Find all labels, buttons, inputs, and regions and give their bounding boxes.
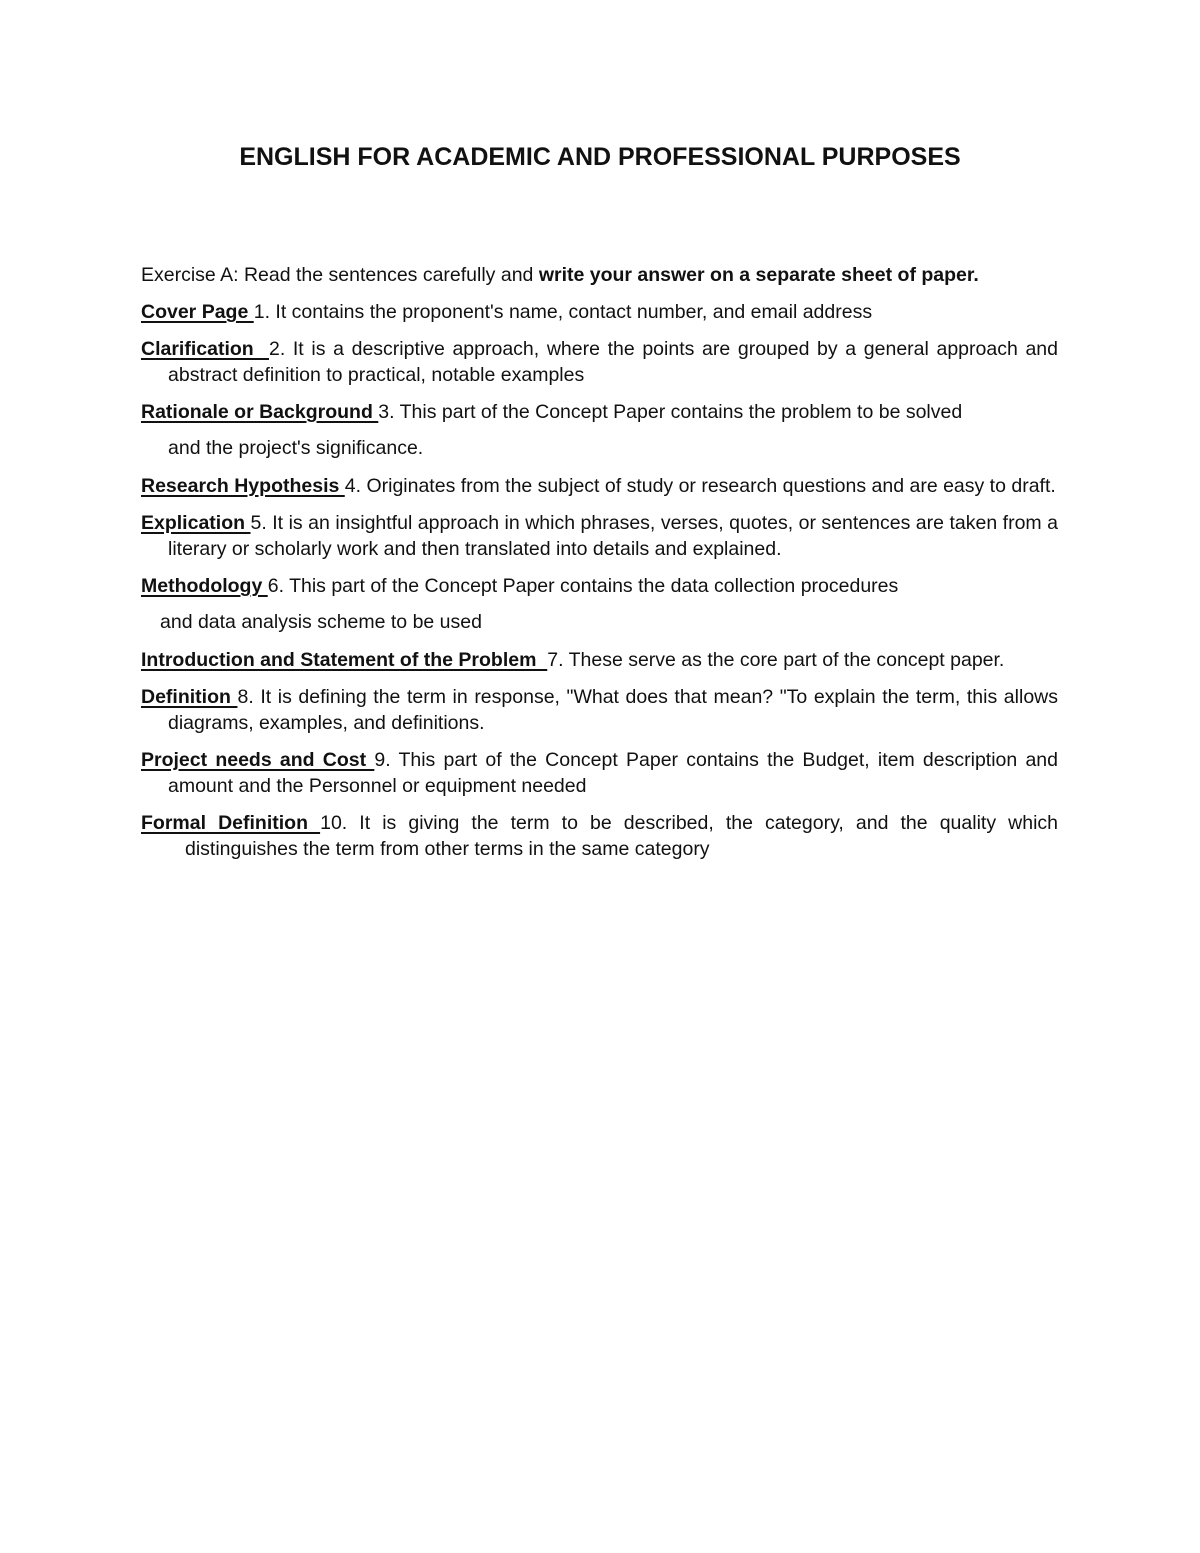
exercise-item-4 — [141, 473, 1058, 499]
exercise-item-8 — [141, 684, 1058, 736]
exercise-item-9 — [141, 747, 1058, 799]
item-text-1: 1. It contains the proponent's name, contact number, and email address — [253, 301, 873, 323]
answer-term-10: Formal Definition — [141, 812, 321, 834]
instructions-text: Exercise A: Read the sentences carefully and — [141, 264, 539, 286]
exercise-item-5 — [141, 510, 1058, 562]
item-6-continuation: and data analysis scheme to be used — [160, 611, 482, 633]
item-3-continuation: and the project's significance. — [168, 437, 424, 459]
exercise-item-3 — [141, 399, 1058, 425]
instructions-bold-text: write your answer on a separate sheet of paper. — [538, 264, 979, 286]
exercise-content — [141, 262, 1058, 873]
exercise-item-1 — [141, 299, 1058, 325]
document-title: ENGLISH FOR ACADEMIC AND PROFESSIONAL PURPOSES — [239, 143, 961, 171]
answer-term-6: Methodology — [141, 575, 268, 597]
exercise-item-7 — [141, 647, 1058, 673]
answer-term-2: Clarification — [141, 338, 269, 360]
item-text-9: 9. This part of the Concept Paper contains the Budget, item description and amount and the Personnel or equipment needed — [168, 749, 1058, 797]
answer-term-7: Introduction and Statement of the Problem — [141, 649, 548, 671]
item-text-4: 4. Originates from the subject of study or research questions and are easy to draft. — [344, 475, 1056, 497]
item-text-10: 10. It is giving the term to be described, the category, and the quality which distinguishes the term from other terms in the same category — [185, 812, 1059, 860]
item-text-3: 3. This part of the Concept Paper contains the problem to be solved — [378, 401, 963, 423]
exercise-item-6 — [141, 573, 1058, 599]
exercise-item-10 — [141, 810, 1058, 862]
item-text-7: 7. These serve as the core part of the concept paper. — [547, 649, 1005, 671]
item-text-8: 8. It is defining the term in response, "What does that mean? "To explain the term, this allows diagrams, examples, and definitions. — [168, 686, 1058, 734]
item-text-2: 2. It is a descriptive approach, where the points are grouped by a general approach and abstract definition to practical, notable examples — [168, 338, 1058, 386]
answer-term-5: Explication — [141, 512, 251, 534]
item-text-5: 5. It is an insightful approach in which phrases, verses, quotes, or sentences are taken from a literary or scholarly work and then translated into details and explained. — [168, 512, 1058, 560]
answer-term-1: Cover Page — [141, 301, 254, 323]
exercise-instructions — [141, 262, 1058, 288]
answer-term-3: Rationale or Background — [141, 401, 379, 423]
answer-term-4: Research Hypothesis — [141, 475, 345, 497]
answer-term-9: Project needs and Cost — [141, 749, 375, 771]
item-text-6: 6. This part of the Concept Paper contains the data collection procedures — [267, 575, 899, 597]
exercise-item-2 — [141, 336, 1058, 388]
answer-term-8: Definition — [141, 686, 238, 708]
